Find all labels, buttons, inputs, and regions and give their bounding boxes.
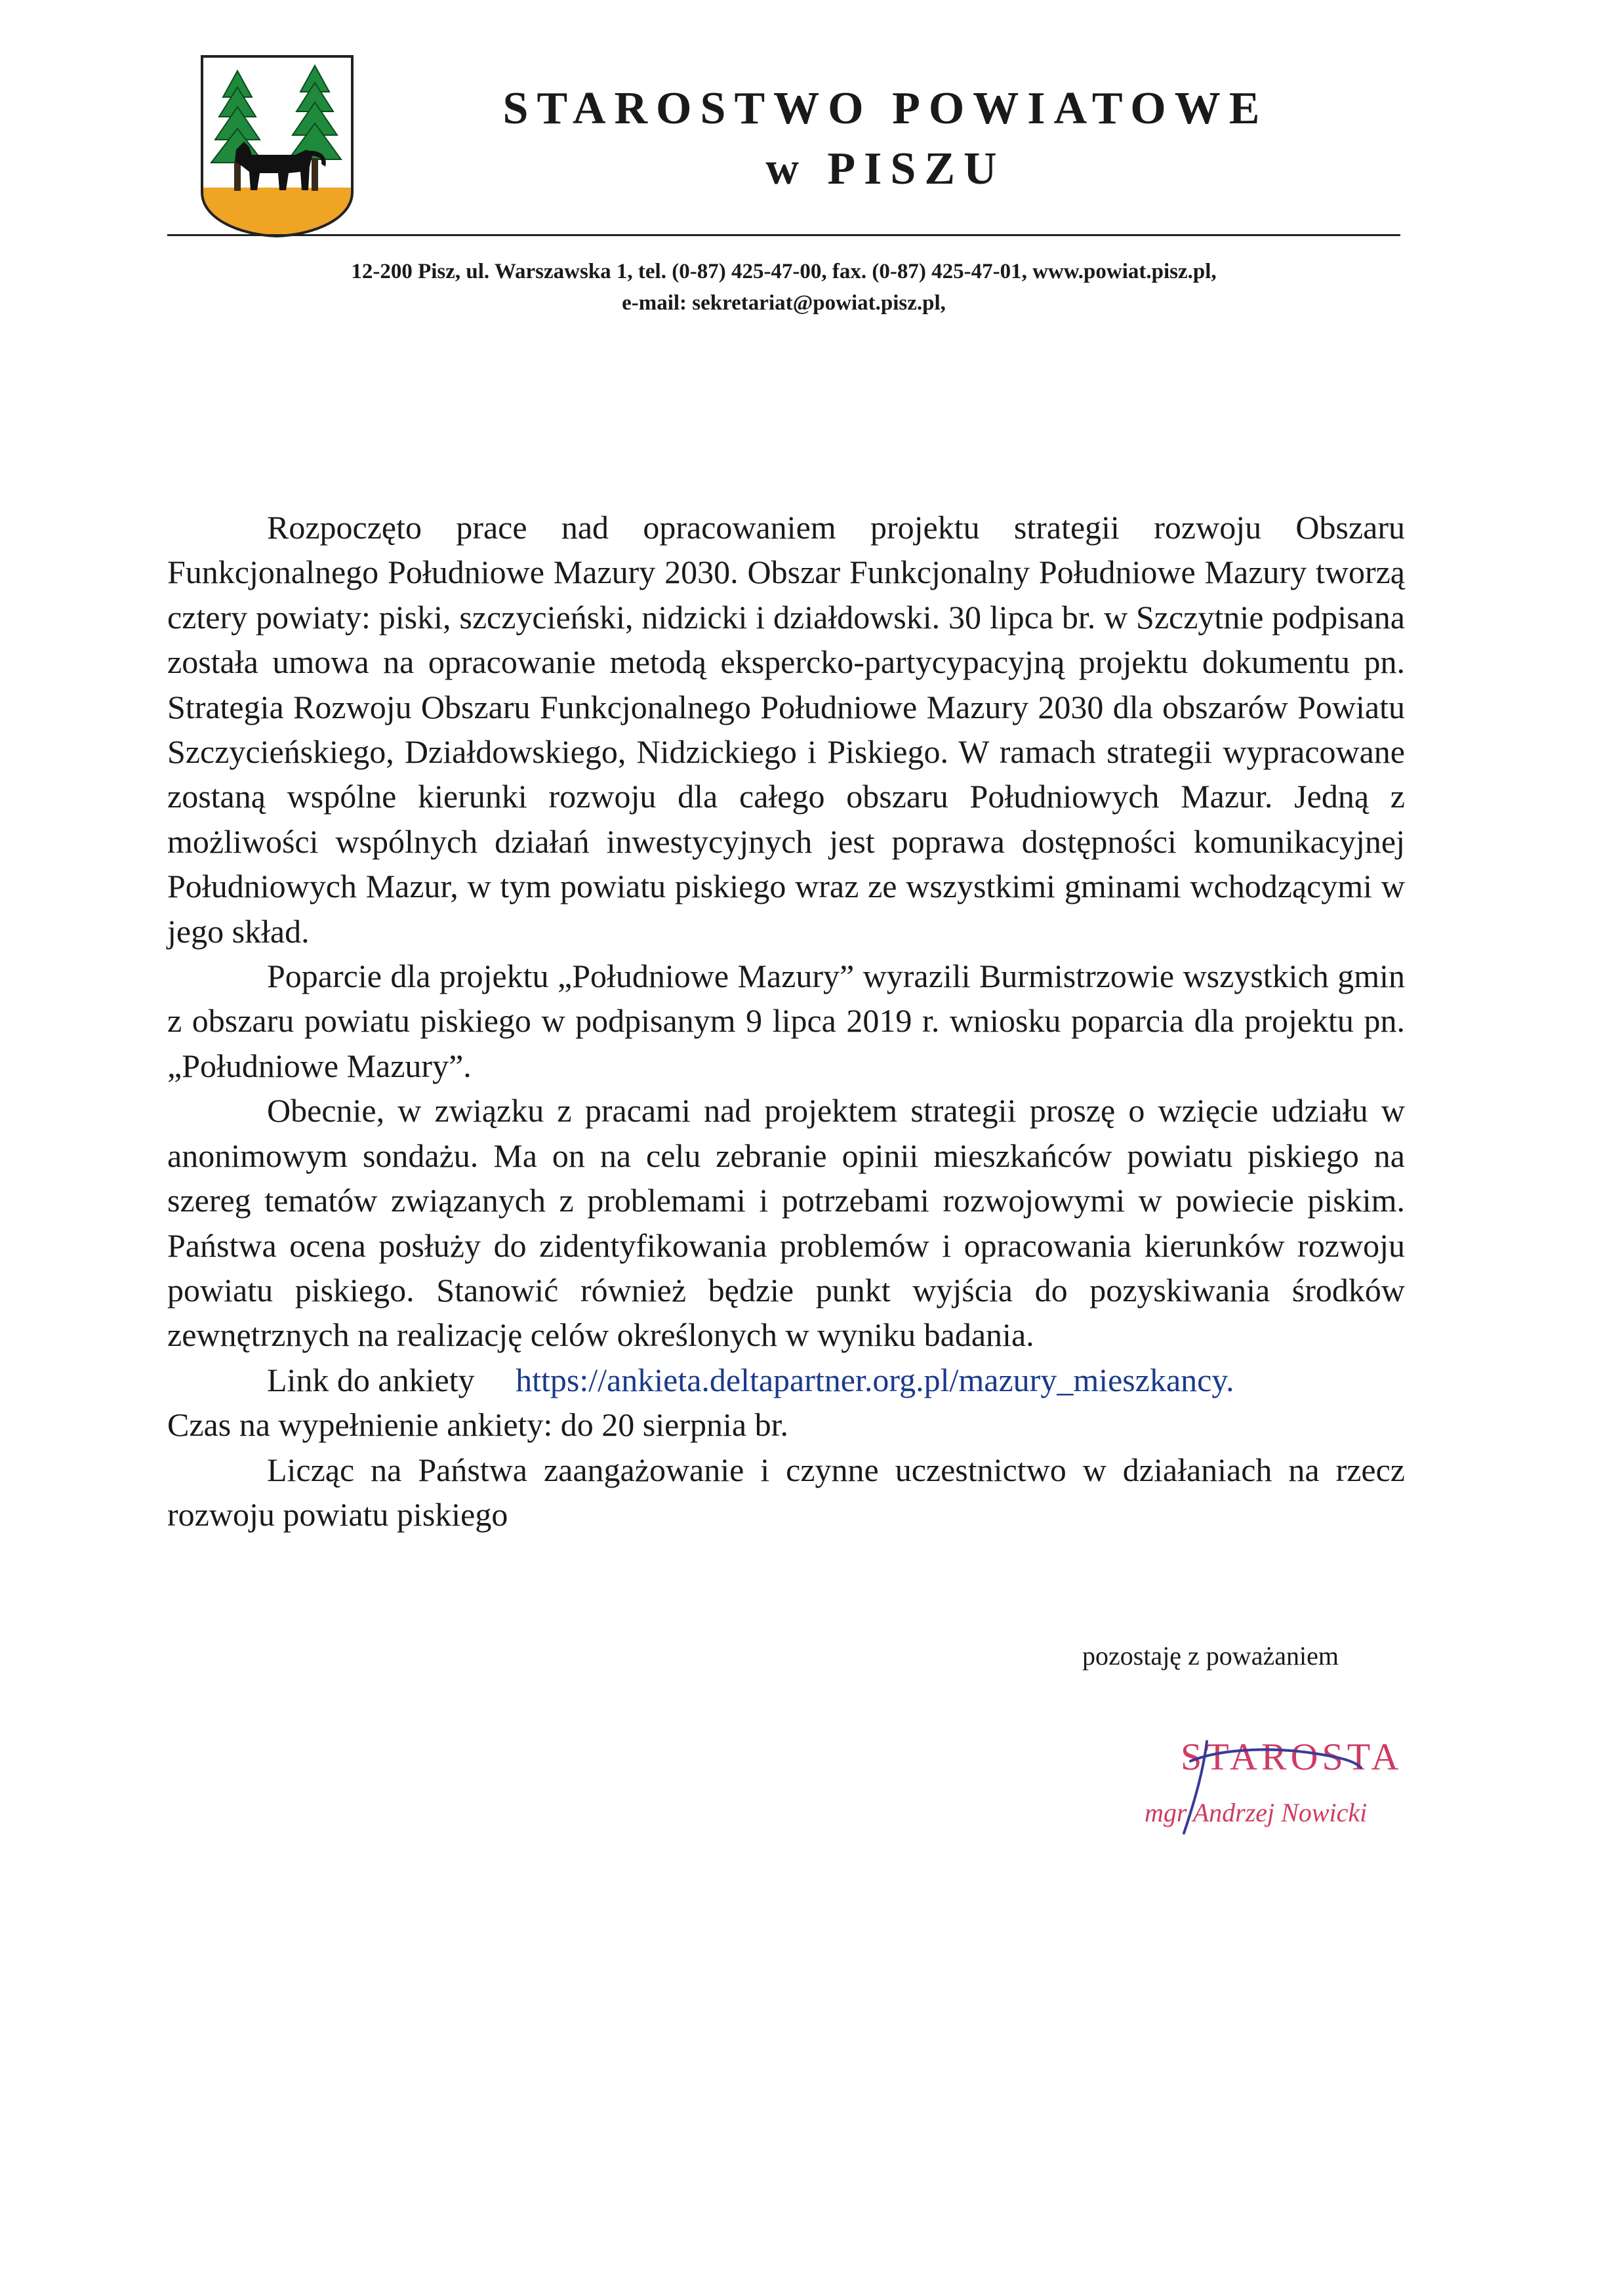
letter-body xyxy=(167,505,1405,1537)
title-line-2: w PISZU xyxy=(765,144,1005,194)
paragraph-1: Rozpoczęto prace nad opracowaniem projektu strategii rozwoju Obszaru Funkcjonalnego Południowe Mazury 2030. Obszar Funkcjonalny Południowe Mazury tworzą cztery powiaty: piski, szczycieński, nidzicki i działdowski. 30 lipca br. w Szczytnie podpisana została umowa na opracowanie metodą ekspercko-partycypacyjną projektu dokumentu pn. Strategia Rozwoju Obszaru Funkcjonalnego Południowe Mazury 2030 dla obszarów Powiatu Szczycieńskiego, Działdowskiego, Nidzickiego i Piskiego. W ramach strategii wypracowane zostaną wspólne kierunki rozwoju dla całego obszaru Południowych Mazur. Jedną z możliwości wspólnych działań inwestycyjnych jest poprawa dostępności komunikacyjnej Południowych Mazur, w tym powiatu piskiego wraz ze wszystkimi gminami wchodzącymi w jego skład. xyxy=(167,509,1405,950)
survey-deadline: Czas na wypełnienie ankiety: do 20 sierpnia br. xyxy=(167,1406,788,1444)
handwritten-signature-icon xyxy=(1145,1735,1420,1853)
coat-of-arms-icon xyxy=(197,51,357,238)
survey-link[interactable]: https://ankieta.deltapartner.org.pl/mazury_mieszkancy. xyxy=(516,1361,1234,1398)
signature-stamp xyxy=(1145,1735,1420,1853)
paragraph-3: Obecnie, w związku z pracami nad projektem strategii proszę o wzięcie udziału w anonimowym sondażu. Ma on na celu zebranie opinii mieszkańców powiatu piskiego na szereg tematów związanych z problemami i potrzebami rozwojowymi w powiecie piskim. Państwa ocena posłuży do zidentyfikowania problemów i opracowania kierunków rozwoju powiatu piskiego. Stanowić również będzie punkt wyjścia do pozyskiwania środków zewnętrznych na realizację celów określonych w wyniku badania. xyxy=(167,1092,1405,1354)
survey-link-label: Link do ankiety xyxy=(267,1361,475,1398)
title-line-1: STAROSTWO POWIATOWE xyxy=(502,83,1269,134)
signature-name: mgr Andrzej Nowicki xyxy=(1145,1798,1368,1827)
paragraph-4: Licząc na Państwa zaangażowanie i czynne uczestnictwo w działaniach na rzecz rozwoju powiatu piskiego xyxy=(167,1451,1405,1533)
crest-shield-base xyxy=(202,186,352,236)
contact-info xyxy=(167,256,1400,319)
closing-phrase: pozostaję z poważaniem xyxy=(1082,1641,1339,1671)
contact-line-1: 12-200 Pisz, ul. Warszawska 1, tel. (0-87) 425-47-00, fax. (0-87) 425-47-01, www.powiat.pisz.pl, xyxy=(351,260,1217,283)
paragraph-2: Poparcie dla projektu „Południowe Mazury” wyrazili Burmistrzowie wszystkich gmin z obszaru powiatu piskiego w podpisanym 9 lipca 2019 r. wniosku poparcia dla projektu pn. „Południowe Mazury”. xyxy=(167,958,1405,1084)
header-divider xyxy=(167,234,1400,236)
contact-line-2: e-mail: sekretariat@powiat.pisz.pl, xyxy=(622,291,946,315)
survey-link-line xyxy=(167,1358,1405,1402)
signature-title: STAROSTA xyxy=(1181,1735,1403,1778)
institution-title xyxy=(420,79,1351,199)
